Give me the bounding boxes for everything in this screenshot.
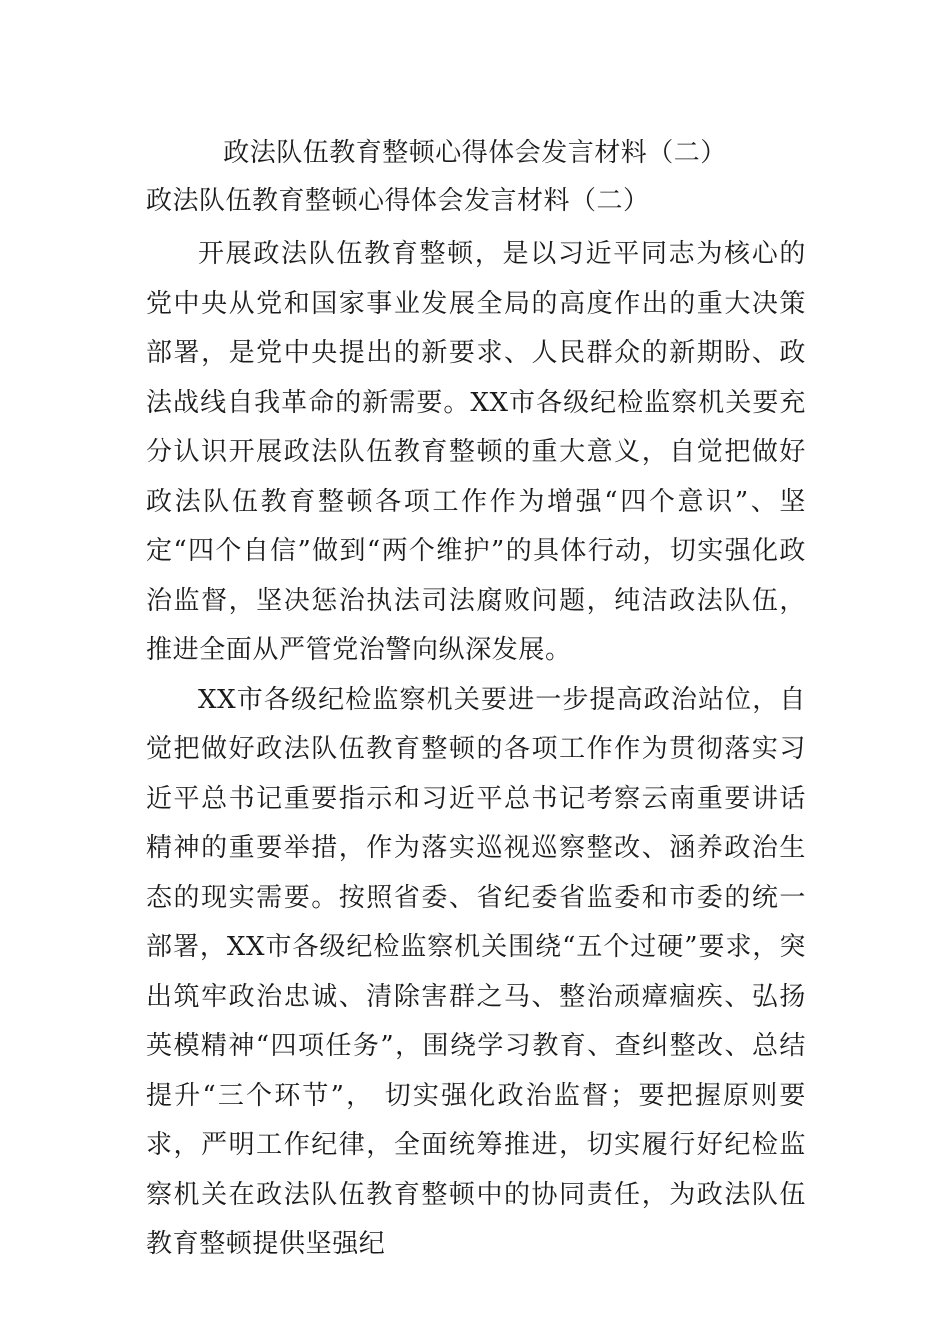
paragraph-1: 开展政法队伍教育整顿，是以习近平同志为核心的党中央从党和国家事业发展全局的高度作出的重大决策部署，是党中央提出的新要求、人民群众的新期盼、政法战线自我革命的新需要。XX市各级纪检监察机关要充分认识开展政法队伍教育整顿的重大意义，自觉把做好政法队伍教育整顿各项工作作为增强“四个意识”、坚定“四个自信”做到“两个维护”的具体行动，切实强化政治监督，坚决惩治执法司法腐败问题，纯洁政法队伍，推进全面从严管党治警向纵深发展。 bbox=[146, 239, 806, 665]
document-subtitle: 政法队伍教育整顿心得体会发言材料（二） bbox=[146, 186, 650, 216]
document-title: 政法队伍教育整顿心得体会发言材料（二） bbox=[223, 138, 727, 168]
paragraph-2: XX市各级纪检监察机关要进一步提高政治站位，自觉把做好政法队伍教育整顿的各项工作作为贯彻落实习近平总书记重要指示和习近平总书记考察云南重要讲话精神的重要举措，作为落实巡视巡察整改、涵养政治生态的现实需要。按照省委、省纪委省监委和市委的统一部署，XX市各级纪检监察机关围绕“五个过硬”要求，突出筑牢政治忠诚、清除害群之马、整治顽瘴痼疾、弘扬英模精神“四项任务”，围绕学习教育、查纠整改、总结提升“三个环节”， 切实强化政治监督；要把握原则要求，严明工作纪律，全面统筹推进，切实履行好纪检监察机关在政法队伍教育整顿中的协同责任，为政法队伍教育整顿提供坚强纪 bbox=[146, 684, 806, 1259]
document-body bbox=[146, 230, 806, 1270]
